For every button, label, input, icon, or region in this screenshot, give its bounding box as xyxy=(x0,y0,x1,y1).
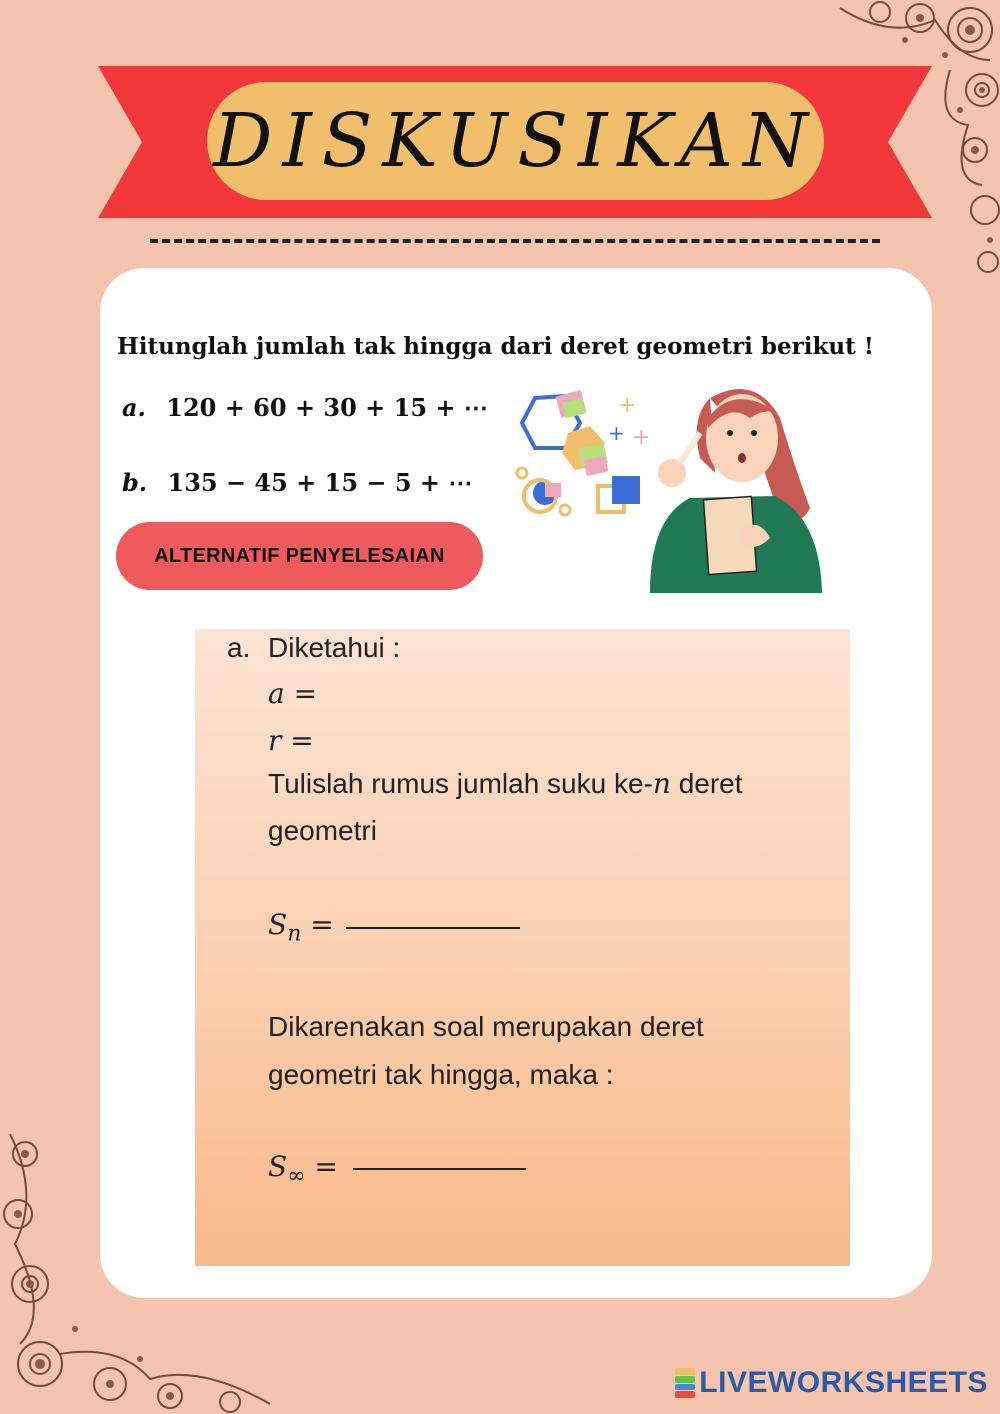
liveworksheets-brand[interactable] xyxy=(675,1366,988,1400)
formula-prompt-text-2: deret xyxy=(670,768,743,799)
a-value-label: a = xyxy=(268,677,318,710)
problem-b xyxy=(122,468,472,497)
sn-equals: = xyxy=(310,908,334,941)
instruction-text: Hitunglah jumlah tak hingga dari deret geometri berikut ! xyxy=(117,333,874,360)
problem-a-expression: 120 + 60 + 30 + 15 + ⋯ xyxy=(166,393,488,422)
brand-name: LIVEWORKSHEETS xyxy=(699,1366,988,1399)
page-title: DISKUSIKAN xyxy=(207,82,824,200)
answer-marker: a. xyxy=(227,632,251,663)
problem-a-letter: a. xyxy=(122,393,146,422)
formula-prompt-var: n xyxy=(652,767,671,800)
sn-subscript: n xyxy=(287,921,302,947)
sinf-label xyxy=(268,1150,338,1189)
problem-b-letter: b. xyxy=(122,468,148,497)
formula-prompt-line-1 xyxy=(268,767,743,800)
sinf-subscript: ∞ xyxy=(287,1163,306,1189)
svg-text:+: + xyxy=(608,421,625,445)
liveworksheets-logo-icon xyxy=(675,1368,695,1398)
problem-a xyxy=(122,393,488,422)
sn-symbol: S xyxy=(268,908,288,941)
sn-answer-blank[interactable] xyxy=(346,927,520,929)
problem-b-expression: 135 − 45 + 15 − 5 + ⋯ xyxy=(167,468,473,497)
dashed-divider xyxy=(150,239,880,243)
sinf-symbol: S xyxy=(268,1150,288,1183)
infinite-text-line-1: Dikarenakan soal merupakan deret xyxy=(268,1011,704,1042)
sinf-equals: = xyxy=(314,1150,338,1183)
known-label: Diketahui : xyxy=(268,632,401,663)
thinking-student-illustration xyxy=(510,378,830,593)
r-value-label: r = xyxy=(268,724,314,757)
infinite-text-line-2: geometri tak hingga, maka : xyxy=(268,1059,614,1090)
formula-prompt-text-1: Tulislah rumus jumlah suku ke- xyxy=(268,768,653,799)
formula-prompt-line-2: geometri xyxy=(268,815,377,846)
alternative-solution-button[interactable]: ALTERNATIF PENYELESAIAN xyxy=(116,522,483,590)
svg-text:+: + xyxy=(618,393,637,418)
sinf-answer-blank[interactable] xyxy=(353,1168,526,1170)
sn-label xyxy=(268,908,334,947)
svg-text:+: + xyxy=(632,425,651,450)
